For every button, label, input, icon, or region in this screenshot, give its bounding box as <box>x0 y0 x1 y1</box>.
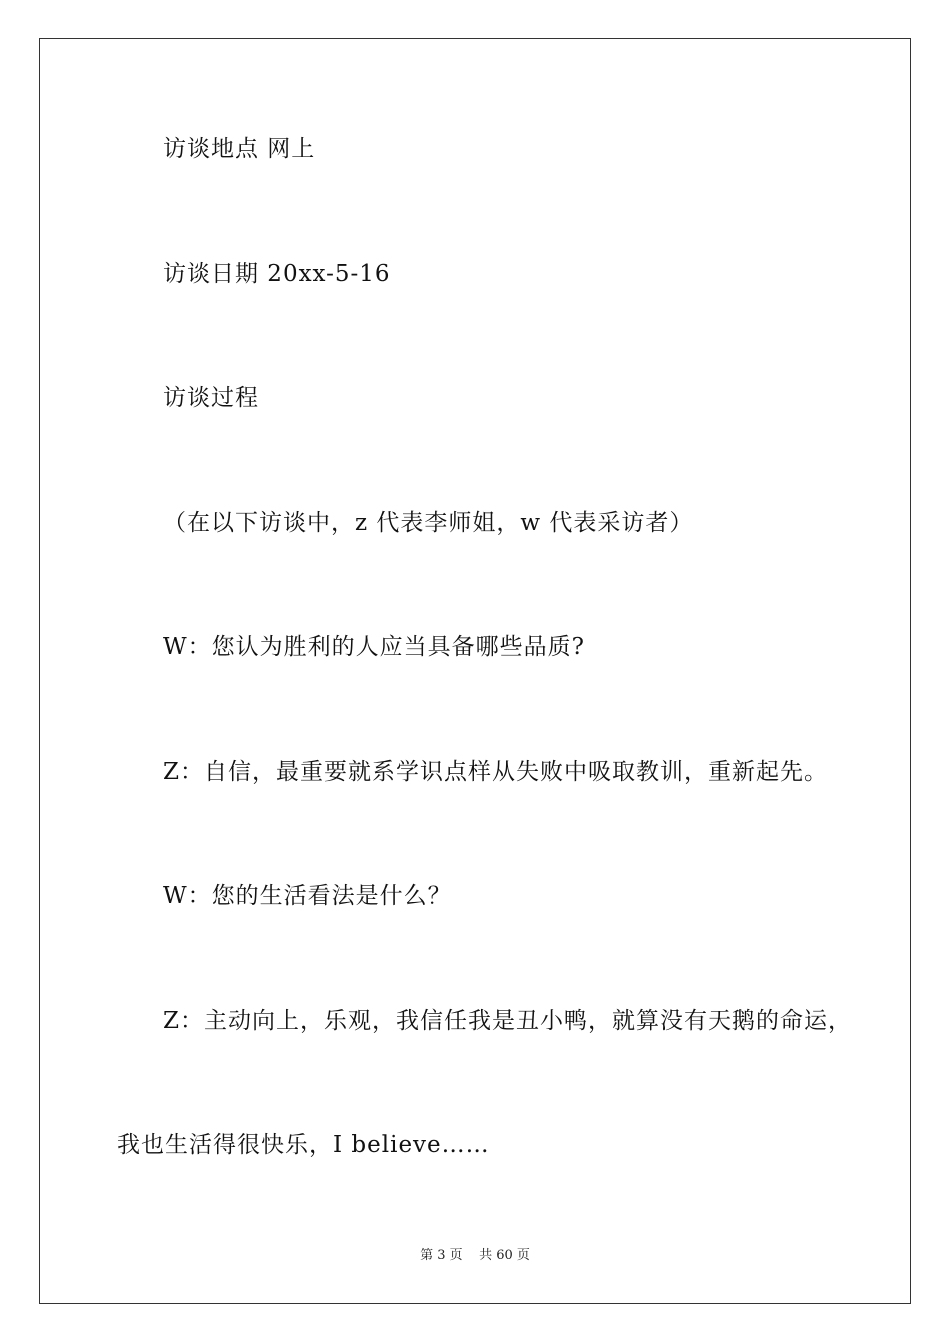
answer-line-2-continued: 我也生活得很快乐，I believe…… <box>117 1132 490 1158</box>
interview-location-line: 访谈地点 网上 <box>163 136 316 162</box>
page-number-footer: 第 3 页 共 60 页 <box>420 1248 530 1263</box>
page-border <box>39 38 911 1304</box>
question-line-2: W：您的生活看法是什么？ <box>163 883 452 909</box>
answer-line-1: Z：自信，最重要就系学识点样从失败中吸取教训，重新起先。 <box>163 759 828 785</box>
question-line-1: W：您认为胜利的人应当具备哪些品质? <box>163 634 585 660</box>
interview-process-heading: 访谈过程 <box>163 385 259 411</box>
answer-line-2: Z：主动向上，乐观，我信任我是丑小鸭，就算没有天鹅的命运， <box>163 1008 852 1034</box>
interview-note-line: （在以下访谈中，z 代表李师姐，w 代表采访者） <box>163 510 694 536</box>
interview-date-line: 访谈日期 20xx-5-16 <box>163 261 391 287</box>
